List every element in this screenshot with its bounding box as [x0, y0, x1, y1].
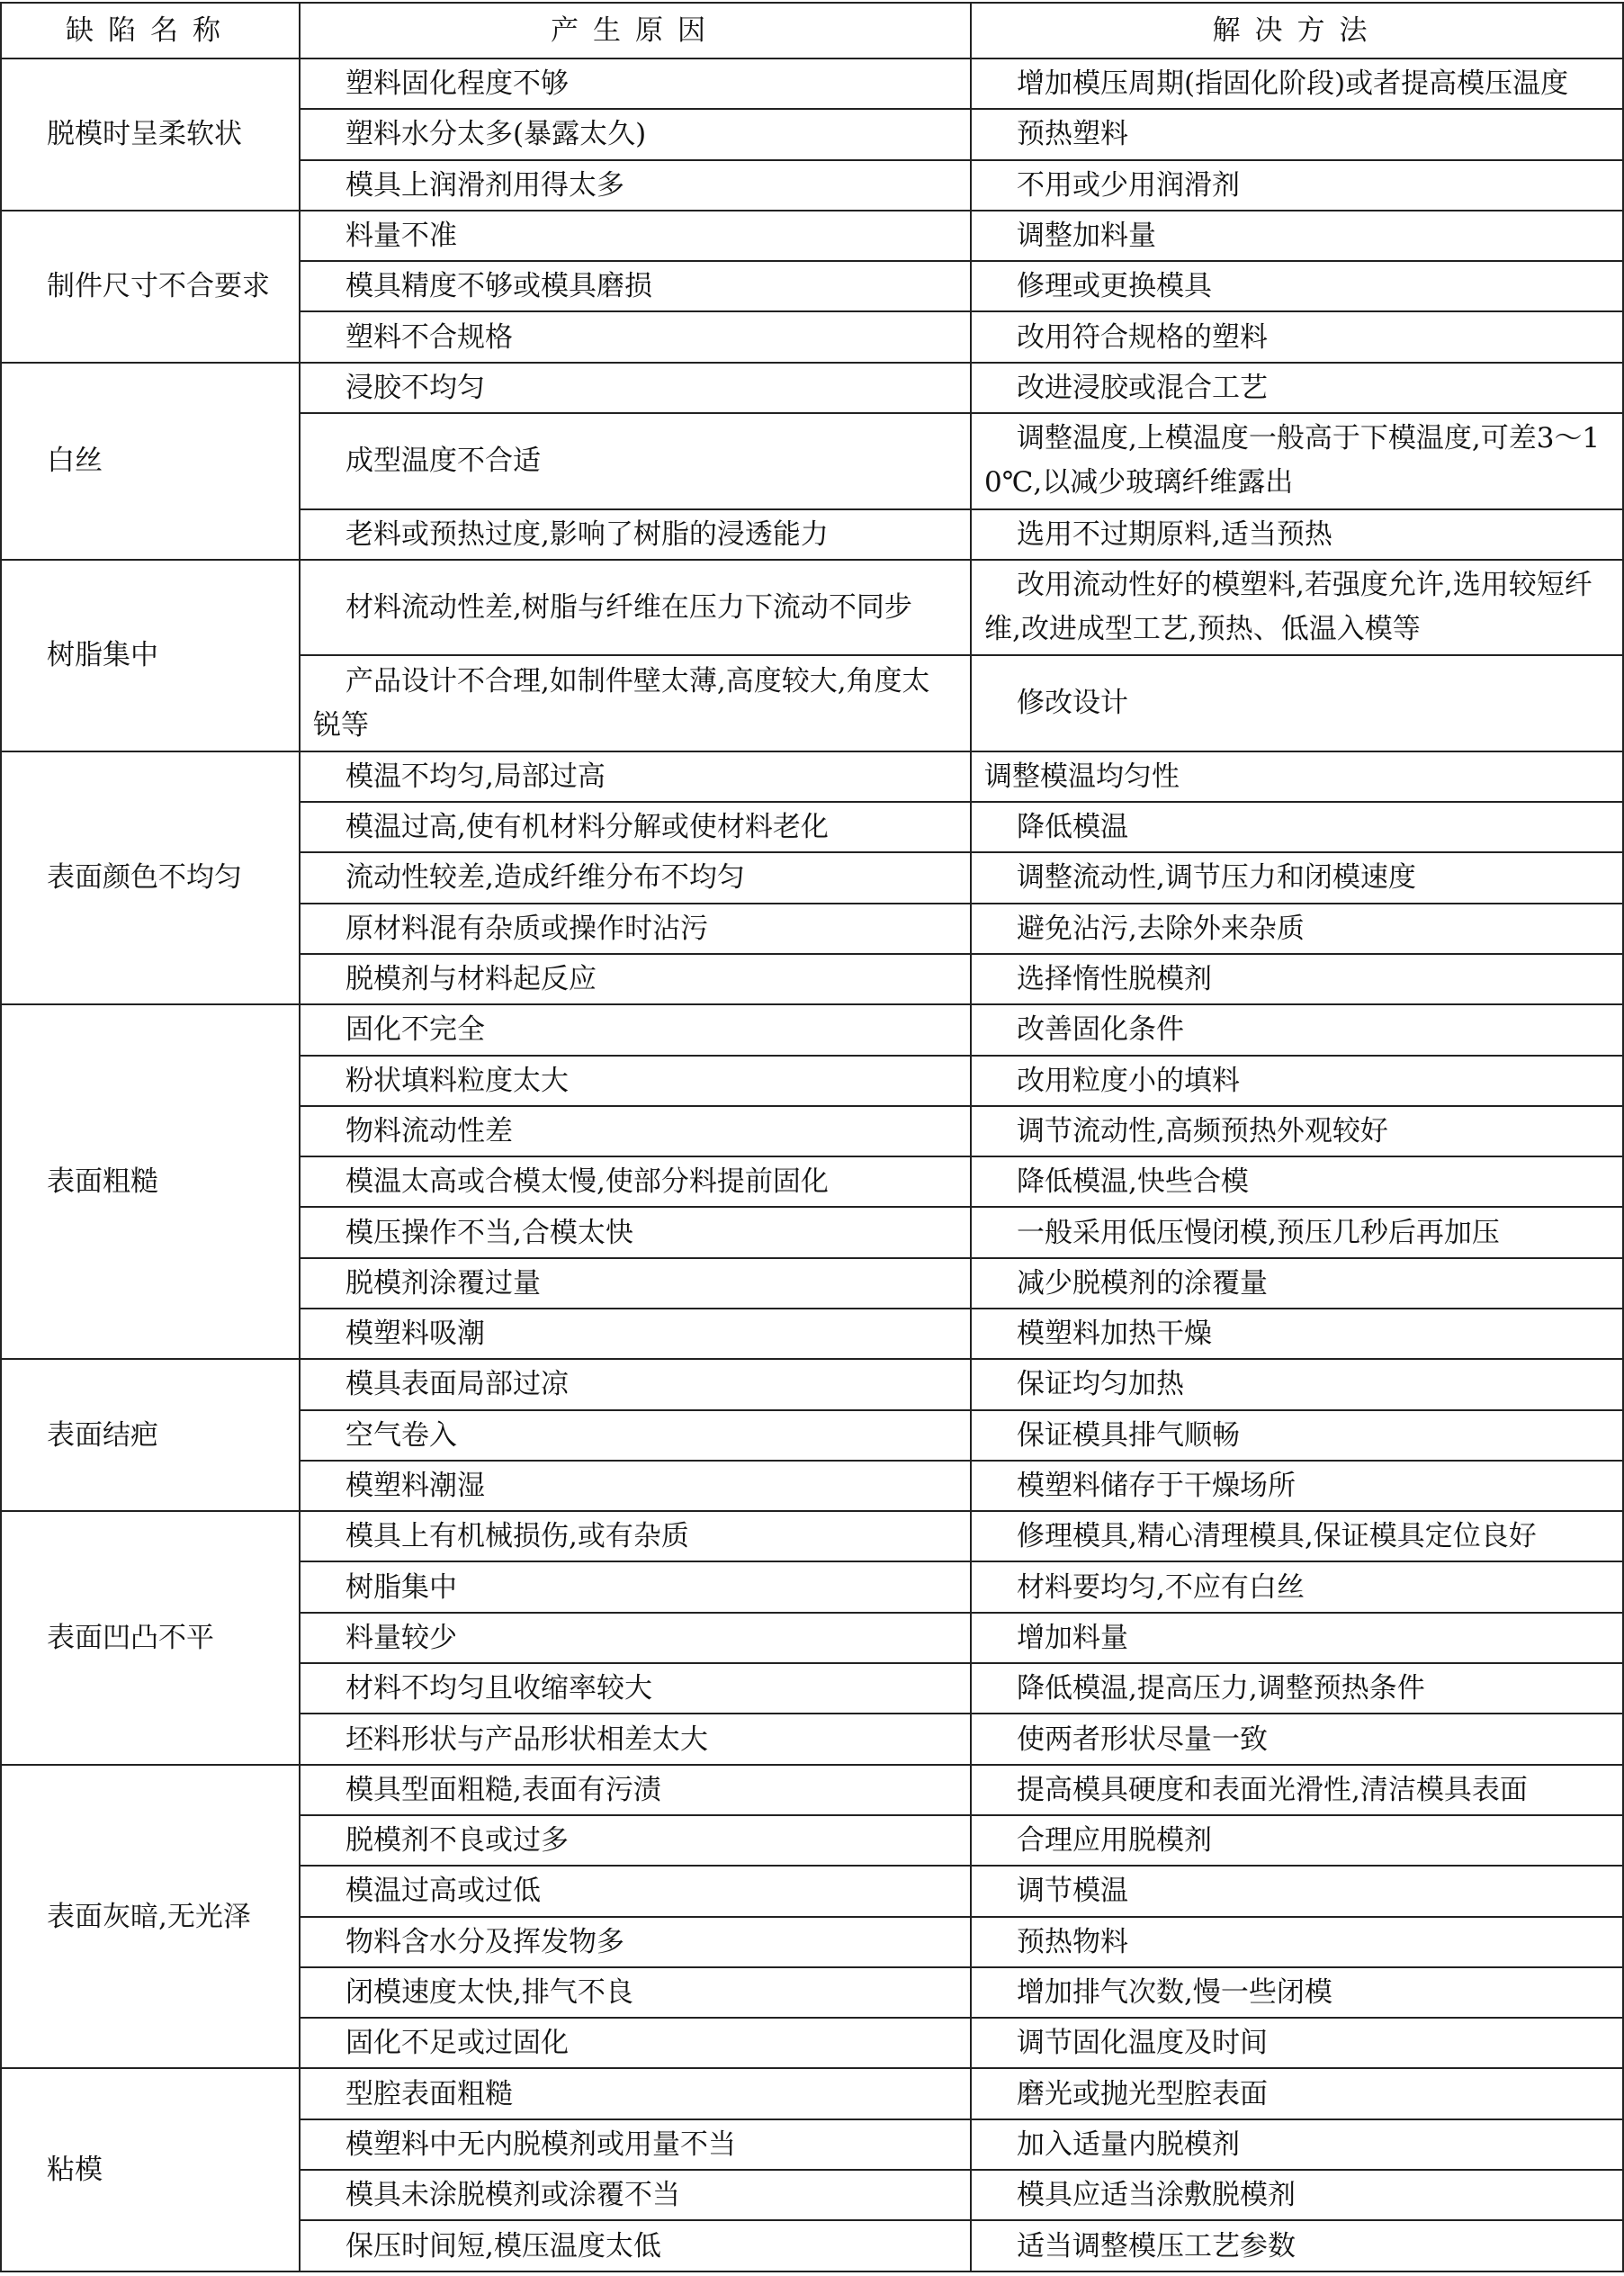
cause-cell: 模塑料中无内脱模剂或用量不当	[300, 2119, 971, 2170]
cause-cell: 材料不均匀且收缩率较大	[300, 1663, 971, 1714]
cause-cell: 模具型面粗糙,表面有污渍	[300, 1765, 971, 1815]
cause-cell: 模具精度不够或模具磨损	[300, 261, 971, 311]
cause-cell: 物料流动性差	[300, 1106, 971, 1156]
solution-cell: 调整流动性,调节压力和闭模速度	[971, 852, 1623, 903]
cause-cell: 产品设计不合理,如制件壁太薄,高度较大,角度太锐等	[300, 655, 971, 751]
cause-cell: 塑料水分太多(暴露太久)	[300, 109, 971, 159]
solution-cell: 预热塑料	[971, 109, 1623, 159]
defect-name: 脱模时呈柔软状	[1, 58, 300, 211]
solution-cell: 改用符合规格的塑料	[971, 311, 1623, 362]
solution-cell: 减少脱模剂的涂覆量	[971, 1258, 1623, 1309]
cause-cell: 脱模剂与材料起反应	[300, 954, 971, 1004]
cause-cell: 塑料不合规格	[300, 311, 971, 362]
cause-cell: 闭模速度太快,排气不良	[300, 1967, 971, 2018]
cause-cell: 型腔表面粗糙	[300, 2068, 971, 2119]
solution-cell: 选择惰性脱模剂	[971, 954, 1623, 1004]
cause-cell: 料量较少	[300, 1613, 971, 1663]
cause-cell: 浸胶不均匀	[300, 363, 971, 413]
cause-cell: 模温过高或过低	[300, 1866, 971, 1916]
defect-name: 表面灰暗,无光泽	[1, 1765, 300, 2069]
cause-cell: 模塑料潮湿	[300, 1461, 971, 1511]
solution-cell: 选用不过期原料,适当预热	[971, 509, 1623, 560]
solution-cell: 模塑料加热干燥	[971, 1309, 1623, 1359]
defect-table	[0, 2, 1624, 2272]
solution-cell: 合理应用脱模剂	[971, 1815, 1623, 1866]
solution-cell: 避免沾污,去除外来杂质	[971, 904, 1623, 954]
solution-cell: 材料要均匀,不应有白丝	[971, 1561, 1623, 1612]
defect-name: 白丝	[1, 363, 300, 560]
cause-cell: 树脂集中	[300, 1561, 971, 1612]
solution-cell: 增加排气次数,慢一些闭模	[971, 1967, 1623, 2018]
table-row	[1, 1765, 1623, 1815]
defect-name: 制件尺寸不合要求	[1, 211, 300, 363]
header-row	[1, 3, 1623, 58]
cause-cell: 模温过高,使有机材料分解或使材料老化	[300, 802, 971, 852]
cause-cell: 保压时间短,模压温度太低	[300, 2220, 971, 2272]
solution-cell: 改用流动性好的模塑料,若强度允许,选用较短纤维,改进成型工艺,预热、低温入模等	[971, 560, 1623, 655]
solution-cell: 调节固化温度及时间	[971, 2018, 1623, 2068]
cause-cell: 原材料混有杂质或操作时沾污	[300, 904, 971, 954]
solution-cell: 模具应适当涂敷脱模剂	[971, 2170, 1623, 2220]
solution-cell: 模塑料储存于干燥场所	[971, 1461, 1623, 1511]
table-row	[1, 2068, 1623, 2119]
cause-cell: 空气卷入	[300, 1410, 971, 1461]
solution-cell: 预热物料	[971, 1917, 1623, 1967]
solution-cell: 保证均匀加热	[971, 1359, 1623, 1409]
cause-cell: 固化不足或过固化	[300, 2018, 971, 2068]
cause-cell: 粉状填料粒度太大	[300, 1056, 971, 1106]
cause-cell: 模压操作不当,合模太快	[300, 1207, 971, 1257]
cause-cell: 模温不均匀,局部过高	[300, 751, 971, 802]
defect-name: 表面凹凸不平	[1, 1511, 300, 1764]
cause-cell: 模具上润滑剂用得太多	[300, 160, 971, 211]
solution-cell: 调节流动性,高频预热外观较好	[971, 1106, 1623, 1156]
table-row	[1, 1004, 1623, 1055]
solution-cell: 一般采用低压慢闭模,预压几秒后再加压	[971, 1207, 1623, 1257]
table-row	[1, 751, 1623, 802]
solution-cell: 修理或更换模具	[971, 261, 1623, 311]
table-row	[1, 1511, 1623, 1561]
cause-cell: 模具表面局部过凉	[300, 1359, 971, 1409]
cause-cell: 脱模剂涂覆过量	[300, 1258, 971, 1309]
solution-cell: 保证模具排气顺畅	[971, 1410, 1623, 1461]
cause-cell: 模温太高或合模太慢,使部分料提前固化	[300, 1156, 971, 1207]
solution-cell: 修改设计	[971, 655, 1623, 751]
header-solution: 解决方法	[971, 3, 1623, 58]
solution-cell: 降低模温	[971, 802, 1623, 852]
solution-cell: 增加料量	[971, 1613, 1623, 1663]
cause-cell: 物料含水分及挥发物多	[300, 1917, 971, 1967]
defect-name: 表面结疤	[1, 1359, 300, 1511]
solution-cell: 修理模具,精心清理模具,保证模具定位良好	[971, 1511, 1623, 1561]
cause-cell: 料量不准	[300, 211, 971, 261]
solution-cell: 适当调整模压工艺参数	[971, 2220, 1623, 2272]
cause-cell: 脱模剂不良或过多	[300, 1815, 971, 1866]
solution-cell: 加入适量内脱模剂	[971, 2119, 1623, 2170]
cause-cell: 固化不完全	[300, 1004, 971, 1055]
cause-cell: 流动性较差,造成纤维分布不均匀	[300, 852, 971, 903]
table-row	[1, 211, 1623, 261]
solution-cell: 调整温度,上模温度一般高于下模温度,可差3～10℃,以减少玻璃纤维露出	[971, 413, 1623, 508]
header-cause: 产生原因	[300, 3, 971, 58]
cause-cell: 老料或预热过度,影响了树脂的浸透能力	[300, 509, 971, 560]
cause-cell: 塑料固化程度不够	[300, 58, 971, 109]
solution-cell: 磨光或抛光型腔表面	[971, 2068, 1623, 2119]
cause-cell: 坯料形状与产品形状相差太大	[300, 1714, 971, 1764]
table-row	[1, 58, 1623, 109]
solution-cell: 降低模温,快些合模	[971, 1156, 1623, 1207]
defect-name: 表面颜色不均匀	[1, 751, 300, 1004]
table-row	[1, 1359, 1623, 1409]
table-row	[1, 363, 1623, 413]
solution-cell: 增加模压周期(指固化阶段)或者提高模压温度	[971, 58, 1623, 109]
cause-cell: 模塑料吸潮	[300, 1309, 971, 1359]
solution-cell: 调整加料量	[971, 211, 1623, 261]
defect-name: 表面粗糙	[1, 1004, 300, 1359]
solution-cell: 改用粒度小的填料	[971, 1056, 1623, 1106]
cause-cell: 模具未涂脱模剂或涂覆不当	[300, 2170, 971, 2220]
defect-name: 树脂集中	[1, 560, 300, 751]
cause-cell: 材料流动性差,树脂与纤维在压力下流动不同步	[300, 560, 971, 655]
table-row	[1, 560, 1623, 655]
solution-cell: 调节模温	[971, 1866, 1623, 1916]
solution-cell: 降低模温,提高压力,调整预热条件	[971, 1663, 1623, 1714]
solution-cell: 使两者形状尽量一致	[971, 1714, 1623, 1764]
solution-cell: 提高模具硬度和表面光滑性,清洁模具表面	[971, 1765, 1623, 1815]
solution-cell: 调整模温均匀性	[971, 751, 1623, 802]
header-defect-name: 缺陷名称	[1, 3, 300, 58]
defect-name: 粘模	[1, 2068, 300, 2272]
solution-cell: 改善固化条件	[971, 1004, 1623, 1055]
cause-cell: 模具上有机械损伤,或有杂质	[300, 1511, 971, 1561]
solution-cell: 改进浸胶或混合工艺	[971, 363, 1623, 413]
solution-cell: 不用或少用润滑剂	[971, 160, 1623, 211]
cause-cell: 成型温度不合适	[300, 413, 971, 508]
